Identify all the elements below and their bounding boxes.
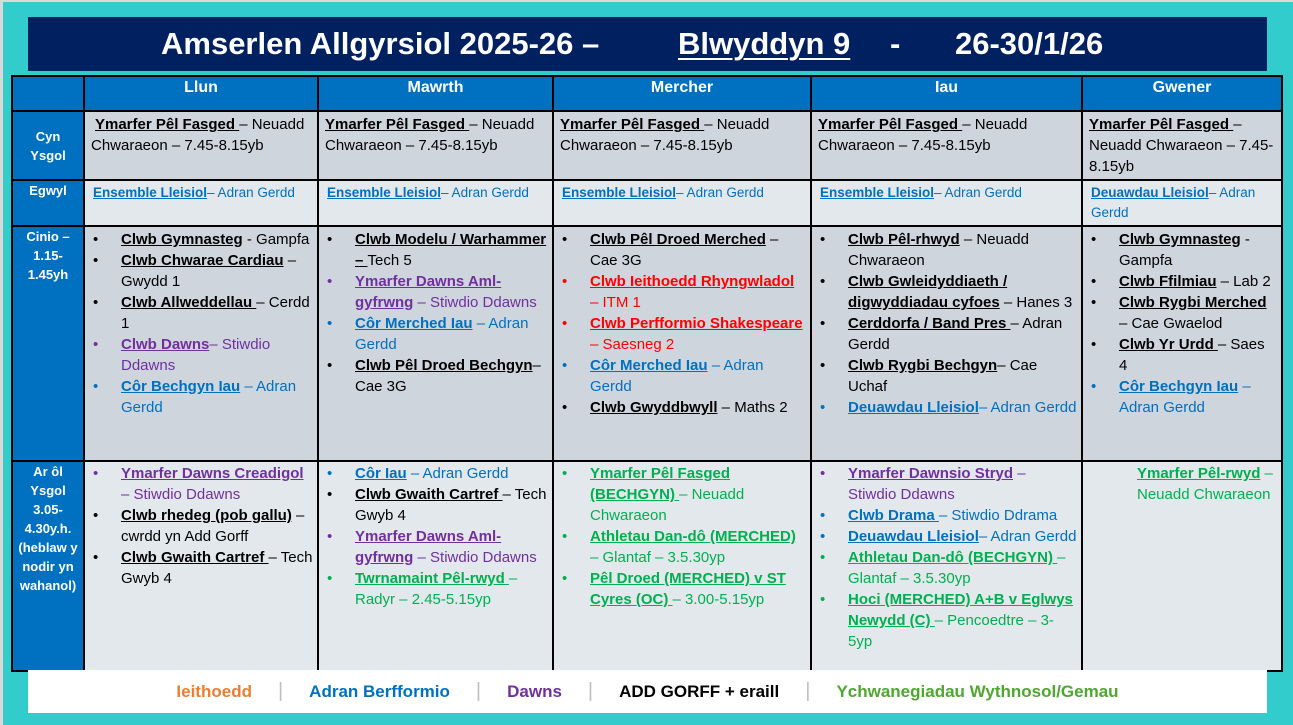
activity-location: – Adran Gerdd: [978, 528, 1077, 545]
row-ar-ol-ysgol: [12, 461, 1282, 671]
activity-item: [1087, 229, 1277, 271]
title-bar: [28, 17, 1267, 71]
legend-add-gorff: ADD GORFF + eraill: [619, 681, 780, 701]
activity-title: Côr Merched Iau: [355, 315, 473, 332]
activity-location: – Cae Gwaelod: [1119, 315, 1223, 332]
activity-title: Clwb Modelu / Warhammer –: [355, 231, 547, 269]
cell-ar-mercher: [553, 461, 811, 671]
cell-ar-llun: [84, 461, 318, 671]
activity-location: – Adran Gerdd: [121, 378, 297, 416]
activity-title: Clwb Gwleidyddiaeth / digwyddiadau cyfoes: [848, 273, 1008, 311]
title-text: Amserlen Allgyrsiol 2025-26 –: [161, 26, 600, 61]
activity-title: Clwb Pêl Droed Merched: [590, 231, 766, 248]
activity-title: Clwb Yr Urdd: [1119, 336, 1218, 353]
activity-item: [323, 484, 548, 526]
activity-item: [1087, 271, 1277, 292]
activity-title: Pêl Droed (MERCHED) v ST Cyres (OC): [590, 570, 786, 608]
legend-separator: |: [475, 680, 482, 702]
title-dash: -: [890, 26, 901, 61]
activity-title: Clwb Rygbi Bechgyn: [848, 357, 998, 374]
activity-location: – Cerdd 1: [121, 294, 310, 332]
row-cyn-ysgol: [12, 111, 1282, 180]
legend-adran-berfformio: Adran Berfformio: [309, 681, 450, 701]
activity-item: [558, 568, 806, 610]
activity-title: Twrnamaint Pêl-rwyd: [355, 570, 509, 587]
activity-title: Clwb Pêl-rhwyd: [848, 231, 960, 248]
colour-key-legend: [28, 670, 1267, 713]
activity-location: – Adran Gerdd: [848, 315, 1063, 353]
cell-cinio-gwener: [1082, 226, 1282, 461]
cell-cyn-gwener: Ymarfer Pêl Fasged – Neuadd Chwaraeon – 7.45-8.15yb: [1082, 111, 1282, 180]
activity-item: [323, 463, 548, 484]
activity-item: [1087, 376, 1277, 418]
activity-item: [558, 313, 806, 355]
activity-location: – Radyr – 2.45-5.15yp: [355, 570, 518, 608]
activity-title: Cerddorfa / Band Pres: [848, 315, 1011, 332]
activity-title: Ymarfer Dawns Aml-gyfrwng: [355, 528, 502, 566]
activity-item: [323, 568, 548, 610]
activity-location: – Glantaf – 3.5.30yp: [848, 549, 1066, 587]
cell-ar-iau: [811, 461, 1082, 671]
activity-item: [816, 589, 1077, 652]
activity-title: Clwb Gwaith Cartref: [355, 486, 503, 503]
activity-item: [558, 463, 806, 526]
activity-location: Tech 5: [367, 252, 412, 269]
activity-location: – Stiwdio Ddawns: [848, 465, 1026, 503]
activity-location: – Stiwdio Ddawns: [121, 336, 271, 374]
activity-location: – Gwydd 1: [121, 252, 297, 290]
activity-title: Ymarfer Dawnsio Stryd: [848, 465, 1014, 482]
activity-location: – Pencoedtre – 3-5yp: [848, 612, 1054, 650]
cell-egwyl-llun: Ensemble Lleisiol– Adran Gerdd: [84, 180, 318, 226]
legend-separator: |: [805, 680, 811, 702]
activity-item: [323, 355, 548, 397]
activity-location: – Adran Gerdd: [355, 315, 529, 353]
legend-ychwanegiadau: Ychwanegiadau Wythnosol/Gemau: [836, 681, 1119, 701]
activity-location: – 3.00-5.15yp: [672, 591, 765, 608]
activity-item: [89, 229, 313, 250]
activity-item: [816, 229, 1077, 271]
activity-item: [558, 397, 806, 418]
activity-title: Clwb Gwaith Cartref: [121, 549, 269, 566]
activity-title: Côr Merched Iau: [590, 357, 708, 374]
activity-title: Deuawdau Lleisiol: [848, 528, 979, 545]
day-header-mawrth: Mawrth: [318, 76, 553, 111]
activity-title: Deuawdau Lleisiol: [848, 399, 979, 416]
cell-egwyl-gwener: Deuawdau Lleisiol– Adran Gerdd: [1082, 180, 1282, 226]
activity-item: [816, 526, 1077, 547]
activity-title: Clwb Drama: [848, 507, 939, 524]
activity-location: – cwrdd yn Add Gorff: [121, 507, 305, 545]
activity-item: [1087, 292, 1277, 334]
activity-item: [816, 313, 1077, 355]
cell-cinio-mawrth: [318, 226, 553, 461]
activity-title: Ymarfer Dawns Creadigol: [121, 465, 304, 482]
activity-item: [816, 271, 1077, 313]
activity-location: – Glantaf – 3.5.30yp: [590, 549, 726, 566]
week-dates: 26-30/1/26: [955, 26, 1104, 61]
activity-location: – Lab 2: [1216, 273, 1271, 290]
legend-separator: |: [277, 680, 284, 702]
activity-title: Clwb Gymnasteg: [121, 231, 243, 248]
activity-location: - Gampfa: [1119, 231, 1250, 269]
cell-ar-gwener: [1082, 461, 1282, 671]
activity-item: [323, 313, 548, 355]
cell-egwyl-iau: Ensemble Lleisiol– Adran Gerdd: [811, 180, 1082, 226]
activity-title: Clwb Perfformio Shakespeare: [590, 315, 803, 332]
row-label-ar-ol-ysgol: Ar ôl Ysgol 3.05- 4.30y.h. (heblaw y nodir yn wahanol): [12, 461, 84, 671]
row-label-cyn-ysgol: Cyn Ysgol: [12, 111, 84, 180]
cell-egwyl-mawrth: Ensemble Lleisiol– Adran Gerdd: [318, 180, 553, 226]
timetable: [11, 75, 1283, 672]
activity-location: – Neuadd Chwaraeon: [848, 231, 1029, 269]
day-header-llun: Llun: [84, 76, 318, 111]
activity-title: Clwb Ffilmiau: [1119, 273, 1217, 290]
activity-title: Athletau Dan-dô (BECHGYN): [848, 549, 1058, 566]
activity-title: Clwb Gwyddbwyll: [590, 399, 718, 416]
activity-item: Ymarfer Pêl-rwyd – Neuadd Chwaraeon: [1137, 465, 1273, 503]
activity-location: – Hanes 3: [999, 294, 1073, 311]
cell-cinio-iau: [811, 226, 1082, 461]
activity-item: [558, 271, 806, 313]
activity-item: [816, 463, 1077, 505]
activity-item: [89, 376, 313, 418]
activity-title: Clwb Allweddellau: [121, 294, 257, 311]
cell-cyn-llun: Ymarfer Pêl Fasged – Neuadd Chwaraeon – 7.45-8.15yb: [84, 111, 318, 180]
activity-location: – Tech Gwyb 4: [121, 549, 313, 587]
activity-location: – Saes 4: [1119, 336, 1265, 374]
activity-item: [1087, 334, 1277, 376]
activity-location: – Adran Gerdd: [978, 399, 1077, 416]
cell-egwyl-mercher: Ensemble Lleisiol– Adran Gerdd: [553, 180, 811, 226]
header-row: [12, 76, 1282, 111]
activity-title: Clwb Ieithoedd Rhyngwladol: [590, 273, 795, 290]
year-group: Blwyddyn 9: [678, 26, 851, 61]
cell-cyn-mawrth: Ymarfer Pêl Fasged – Neuadd Chwaraeon – 7.45-8.15yb: [318, 111, 553, 180]
activity-title: Côr Bechgyn Iau: [121, 378, 241, 395]
activity-item: [89, 547, 313, 589]
activity-item: [816, 397, 1077, 418]
activity-location: – ITM 1: [590, 294, 641, 311]
activity-title: Clwb Chwarae Cardiau: [121, 252, 284, 269]
activity-title: Clwb Dawns: [121, 336, 210, 353]
activity-item: [323, 526, 548, 568]
activity-location: – Cae 3G: [355, 357, 541, 395]
activity-location: - Gampfa: [242, 231, 310, 248]
legend-ieithoedd: Ieithoedd: [176, 681, 252, 701]
activity-item: [89, 463, 313, 505]
activity-location: – Tech Gwyb 4: [355, 486, 547, 524]
activity-location: – Stiwdio Ddawns: [121, 486, 241, 503]
corner-cell: [12, 76, 84, 111]
activity-item: [89, 334, 313, 376]
row-cinio: [12, 226, 1282, 461]
activity-title: Hoci (MERCHED) A+B v Eglwys Newydd (C): [848, 591, 1073, 629]
activity-location: – Maths 2: [717, 399, 788, 416]
activity-title: Ymarfer Dawns Aml-gyfrwng: [355, 273, 502, 311]
activity-title: Clwb Rygbi Merched: [1119, 294, 1267, 311]
legend-dawns: Dawns: [507, 681, 562, 701]
activity-title: Clwb rhedeg (pob gallu): [121, 507, 292, 524]
day-header-gwener: Gwener: [1082, 76, 1282, 111]
activity-location: – Adran Gerdd: [406, 465, 509, 482]
activity-title: Côr Iau: [355, 465, 407, 482]
cell-ar-mawrth: [318, 461, 553, 671]
activity-location: – Stiwdio Ddrama: [938, 507, 1058, 524]
day-header-mercher: Mercher: [553, 76, 811, 111]
cell-cinio-llun: [84, 226, 318, 461]
activity-item: [558, 526, 806, 568]
activity-title: Athletau Dan-dô (MERCHED): [590, 528, 796, 545]
day-header-iau: Iau: [811, 76, 1082, 111]
legend-separator: |: [587, 680, 594, 702]
activity-item: [558, 229, 806, 271]
activity-location: – Stiwdio Ddawns: [413, 294, 537, 311]
cell-cinio-mercher: [553, 226, 811, 461]
activity-item: [323, 229, 548, 271]
row-egwyl: [12, 180, 1282, 226]
row-label-egwyl: Egwyl: [12, 180, 84, 226]
activity-title: Clwb Pêl Droed Bechgyn: [355, 357, 533, 374]
activity-title: Côr Bechgyn Iau: [1119, 378, 1239, 395]
activity-item: [323, 271, 548, 313]
activity-location: – Neuadd Chwaraeon: [590, 486, 745, 524]
row-label-cinio: Cinio – 1.15- 1.45yh: [12, 226, 84, 461]
cell-cyn-mercher: Ymarfer Pêl Fasged – Neuadd Chwaraeon – 7.45-8.15yb: [553, 111, 811, 180]
activity-title: Clwb Gymnasteg: [1119, 231, 1241, 248]
activity-item: [89, 250, 313, 292]
cell-cyn-iau: Ymarfer Pêl Fasged – Neuadd Chwaraeon – 7.45-8.15yb: [811, 111, 1082, 180]
activity-item: [558, 355, 806, 397]
activity-title: Ymarfer Pêl Fasged (BECHGYN): [590, 465, 731, 503]
activity-location: – Adran Gerdd: [590, 357, 764, 395]
activity-location: – Stiwdio Ddawns: [413, 549, 537, 566]
activity-item: [816, 355, 1077, 397]
activity-item: [816, 505, 1077, 526]
activity-location: – Saesneg 2: [590, 336, 675, 353]
activity-location: – Cae Uchaf: [848, 357, 1038, 395]
activity-location: – Cae 3G: [590, 231, 779, 269]
activity-item: [89, 505, 313, 547]
activity-item: [89, 292, 313, 334]
activity-location: – Adran Gerdd: [1119, 378, 1251, 416]
activity-item: [816, 547, 1077, 589]
